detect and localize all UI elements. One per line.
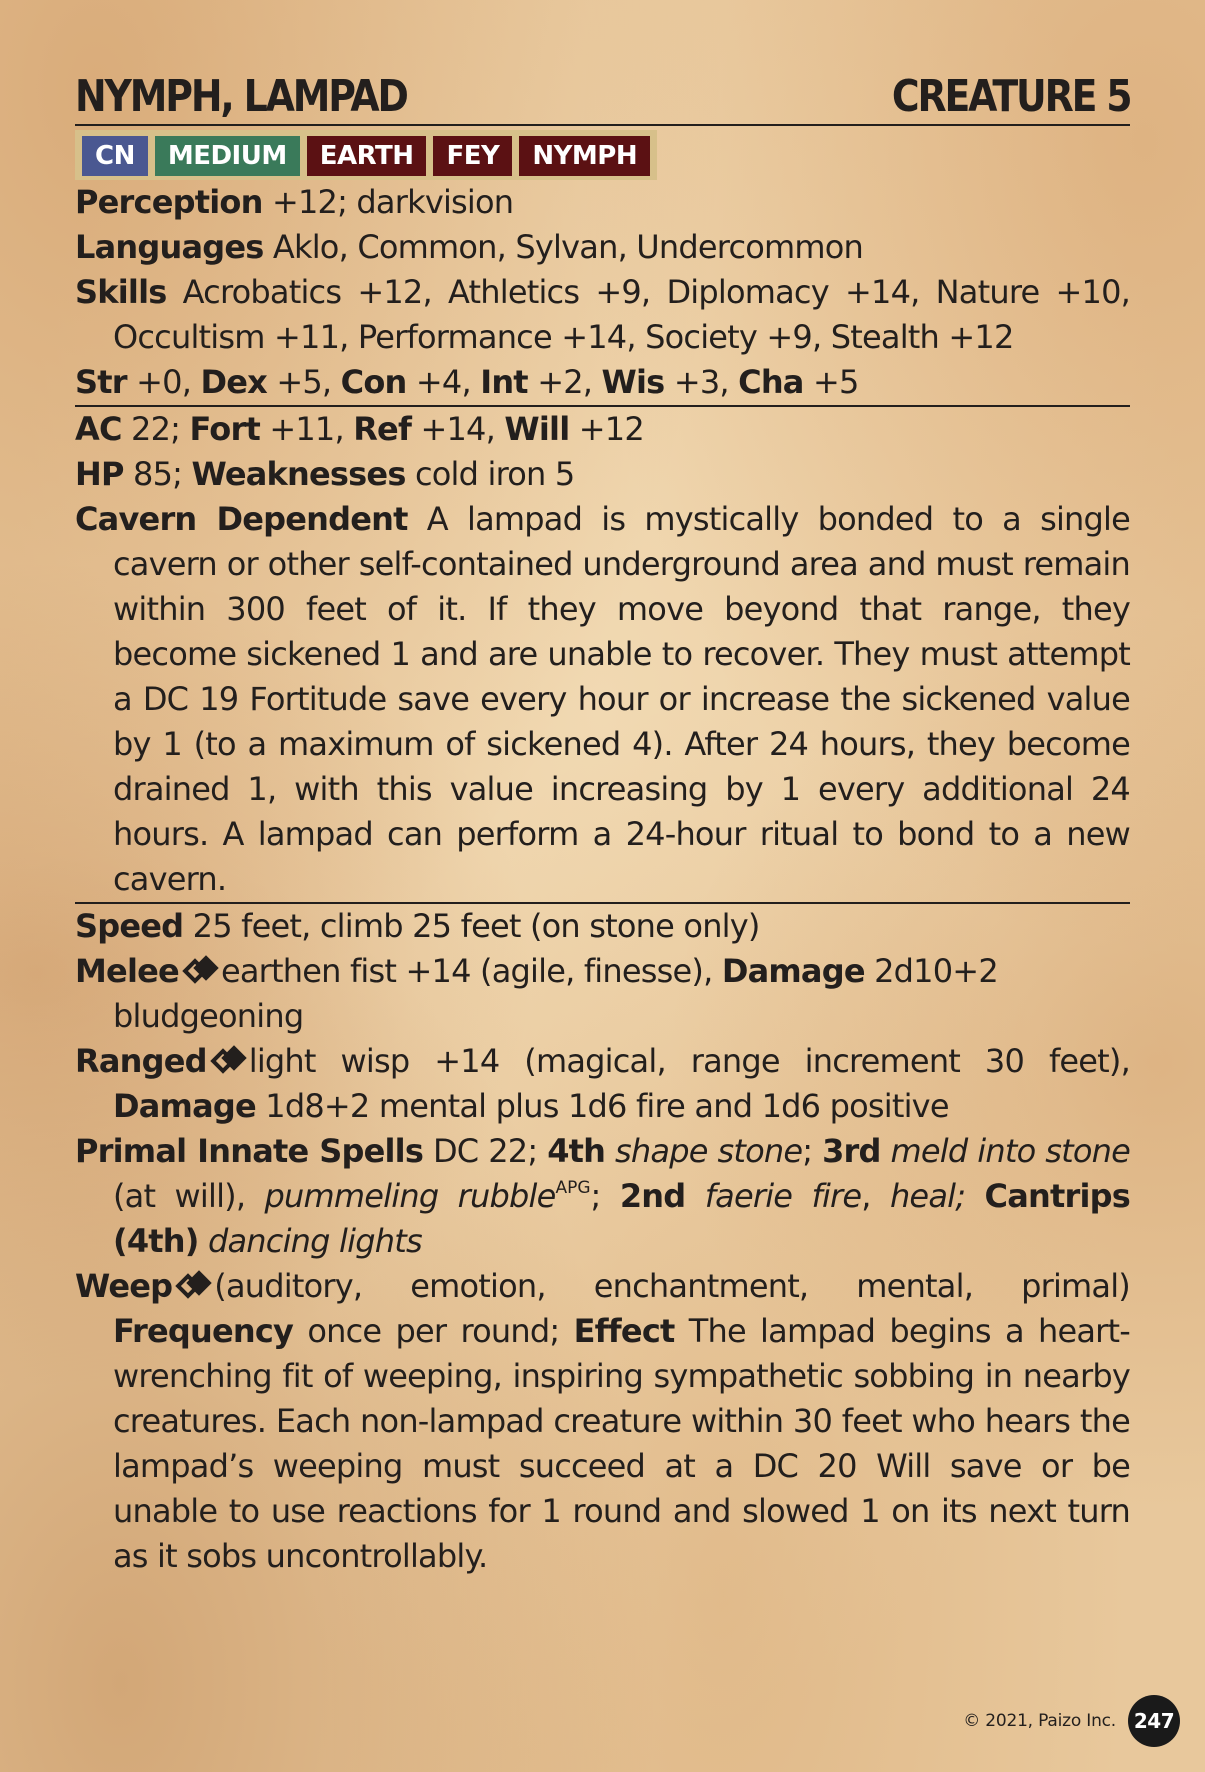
speed-value: 25 feet, climb 25 feet (on stone only) — [192, 907, 760, 945]
innate-spells — [75, 1129, 1130, 1264]
defenses-line: AC 22; Fort +11, Ref +14, Will +12 — [75, 410, 644, 448]
ac-label: AC — [75, 410, 122, 448]
rank-2-label: 2nd — [619, 1177, 686, 1215]
trait-nymph: NYMPH — [519, 136, 650, 176]
int-label: Int — [480, 363, 528, 401]
trait-size: MEDIUM — [155, 136, 300, 176]
spell-faerie-fire: faerie fire — [704, 1177, 862, 1215]
con-label: Con — [340, 363, 407, 401]
spell-shape-stone: shape stone — [615, 1132, 803, 1170]
ref-value: +14 — [420, 410, 486, 448]
page-footer — [963, 1695, 1180, 1747]
cavern-dependent-text: A lampad is mystically bonded to a single cavern or other self-contained underground area and must remain within 300 feet of it. If they move beyond that range, they become sickened 1 and are unable to recover. They must attempt a DC 19 Fortitude save every hour or increase the sickened value by 1 (to a maximum of sickened 4). After 24 hours, they become drained 1, with this value increasing by 1 every additional 24 hours. A lampad can perform a 24-hour ritual to bond to a new cavern. — [113, 500, 1131, 898]
melee-strike — [75, 949, 1130, 1039]
dex-value: +5 — [276, 363, 322, 401]
cavern-dependent-label: Cavern Dependent — [75, 500, 408, 538]
fort-value: +11 — [269, 410, 335, 448]
ranged-strike — [75, 1039, 1130, 1129]
wis-value: +3 — [673, 363, 720, 401]
skills-value: Acrobatics +12, Athletics +9, Diplomacy +14, Nature +10, Occultism +11, Performance +14, Society +9, Stealth +12 — [113, 273, 1130, 356]
str-label: Str — [75, 363, 127, 401]
spell-dancing-lights: dancing lights — [207, 1222, 422, 1260]
trait-earth: EARTH — [307, 136, 427, 176]
effect-text: The lampad begins a heart-wrenching fit of weeping, inspiring sympathetic sobbing in nearby creatures. Each non-lampad creature within 30 feet who hears the lampad’s weeping must succeed at a DC 20 Will save or be unable to use reactions for 1 round and slowed 1 on its next turn as it sobs uncontrollably. — [113, 1312, 1131, 1575]
hp-value: 85 — [133, 455, 173, 493]
spell-pummeling-rubble: pummeling rubble — [264, 1177, 556, 1215]
wis-label: Wis — [601, 363, 665, 401]
stat-block — [75, 70, 1130, 1579]
copyright: © 2021, Paizo Inc. — [963, 1711, 1116, 1731]
skills-label: Skills — [75, 273, 167, 311]
int-value: +2 — [537, 363, 583, 401]
dex-label: Dex — [200, 363, 267, 401]
ref-label: Ref — [353, 410, 412, 448]
skills-line — [75, 270, 1130, 360]
ac-value: 22 — [131, 410, 171, 448]
frequency-value: once per round; — [307, 1312, 560, 1350]
spells-dc: DC 22; — [432, 1132, 538, 1170]
rank-4-label: 4th — [547, 1132, 606, 1170]
single-action-icon — [183, 954, 217, 984]
weep-traits: (auditory, emotion, enchantment, mental, primal) — [214, 1267, 1130, 1305]
cavern-dependent-ability — [75, 497, 1130, 902]
page-number: 247 — [1128, 1695, 1180, 1747]
creature-level: CREATURE 5 — [891, 71, 1130, 122]
spell-meld-into-stone: meld into stone — [890, 1132, 1130, 1170]
ranged-value: light wisp +14 (magical, range increment 30 feet), — [248, 1042, 1130, 1080]
frequency-label: Frequency — [113, 1312, 294, 1350]
trait-alignment: CN — [82, 136, 148, 176]
weep-ability — [75, 1264, 1130, 1579]
ranged-label: Ranged — [75, 1042, 207, 1080]
hp-line: HP 85; Weaknesses cold iron 5 — [75, 455, 575, 493]
con-value: +4 — [415, 363, 462, 401]
separator: , — [861, 1177, 871, 1215]
languages-value: Aklo, Common, Sylvan, Undercommon — [272, 228, 864, 266]
weaknesses-label: Weaknesses — [191, 455, 406, 493]
spell-at-will-note: (at will), — [113, 1177, 246, 1215]
languages-label: Languages — [75, 228, 264, 266]
cantrips-label: Cantrips (4th) — [113, 1177, 1130, 1260]
perception-value: +12; darkvision — [271, 183, 514, 221]
spells-label: Primal Innate Spells — [75, 1132, 424, 1170]
separator: ; — [590, 1177, 601, 1215]
melee-damage-label: Damage — [721, 952, 865, 990]
trait-fey: FEY — [433, 136, 512, 176]
ability-scores-line: Str +0, Dex +5, Con +4, Int +2, Wis +3, Cha +5 — [75, 363, 859, 401]
speed-label: Speed — [75, 907, 184, 945]
languages-line — [75, 225, 1130, 270]
weaknesses-value: cold iron 5 — [414, 455, 575, 493]
melee-damage-value: 2d10+2 bludgeoning — [113, 952, 998, 1035]
hp-label: HP — [75, 455, 124, 493]
separator: ; — [802, 1132, 813, 1170]
cha-label: Cha — [738, 363, 804, 401]
cha-value: +5 — [812, 363, 859, 401]
effect-label: Effect — [573, 1312, 675, 1350]
trait-bar — [75, 130, 657, 180]
source-sup: APG — [555, 1178, 591, 1198]
single-action-icon — [211, 1044, 245, 1074]
spell-heal: heal; — [889, 1177, 966, 1215]
will-value: +12 — [578, 410, 644, 448]
creature-name: NYMPH, LAMPAD — [75, 71, 407, 122]
perception-label: Perception — [75, 183, 263, 221]
fort-label: Fort — [189, 410, 260, 448]
perception-line — [75, 180, 1130, 225]
speed-line — [75, 904, 1130, 949]
rank-3-label: 3rd — [822, 1132, 881, 1170]
melee-label: Melee — [75, 952, 179, 990]
ranged-damage-value: 1d8+2 mental plus 1d6 fire and 1d6 positive — [265, 1087, 949, 1125]
stat-block-header — [75, 70, 1130, 126]
single-action-icon — [176, 1269, 210, 1299]
ranged-damage-label: Damage — [113, 1087, 256, 1125]
weep-label: Weep — [75, 1267, 173, 1305]
str-value: +0 — [136, 363, 182, 401]
melee-value: earthen fist +14 (agile, finesse), — [220, 952, 713, 990]
will-label: Will — [504, 410, 570, 448]
